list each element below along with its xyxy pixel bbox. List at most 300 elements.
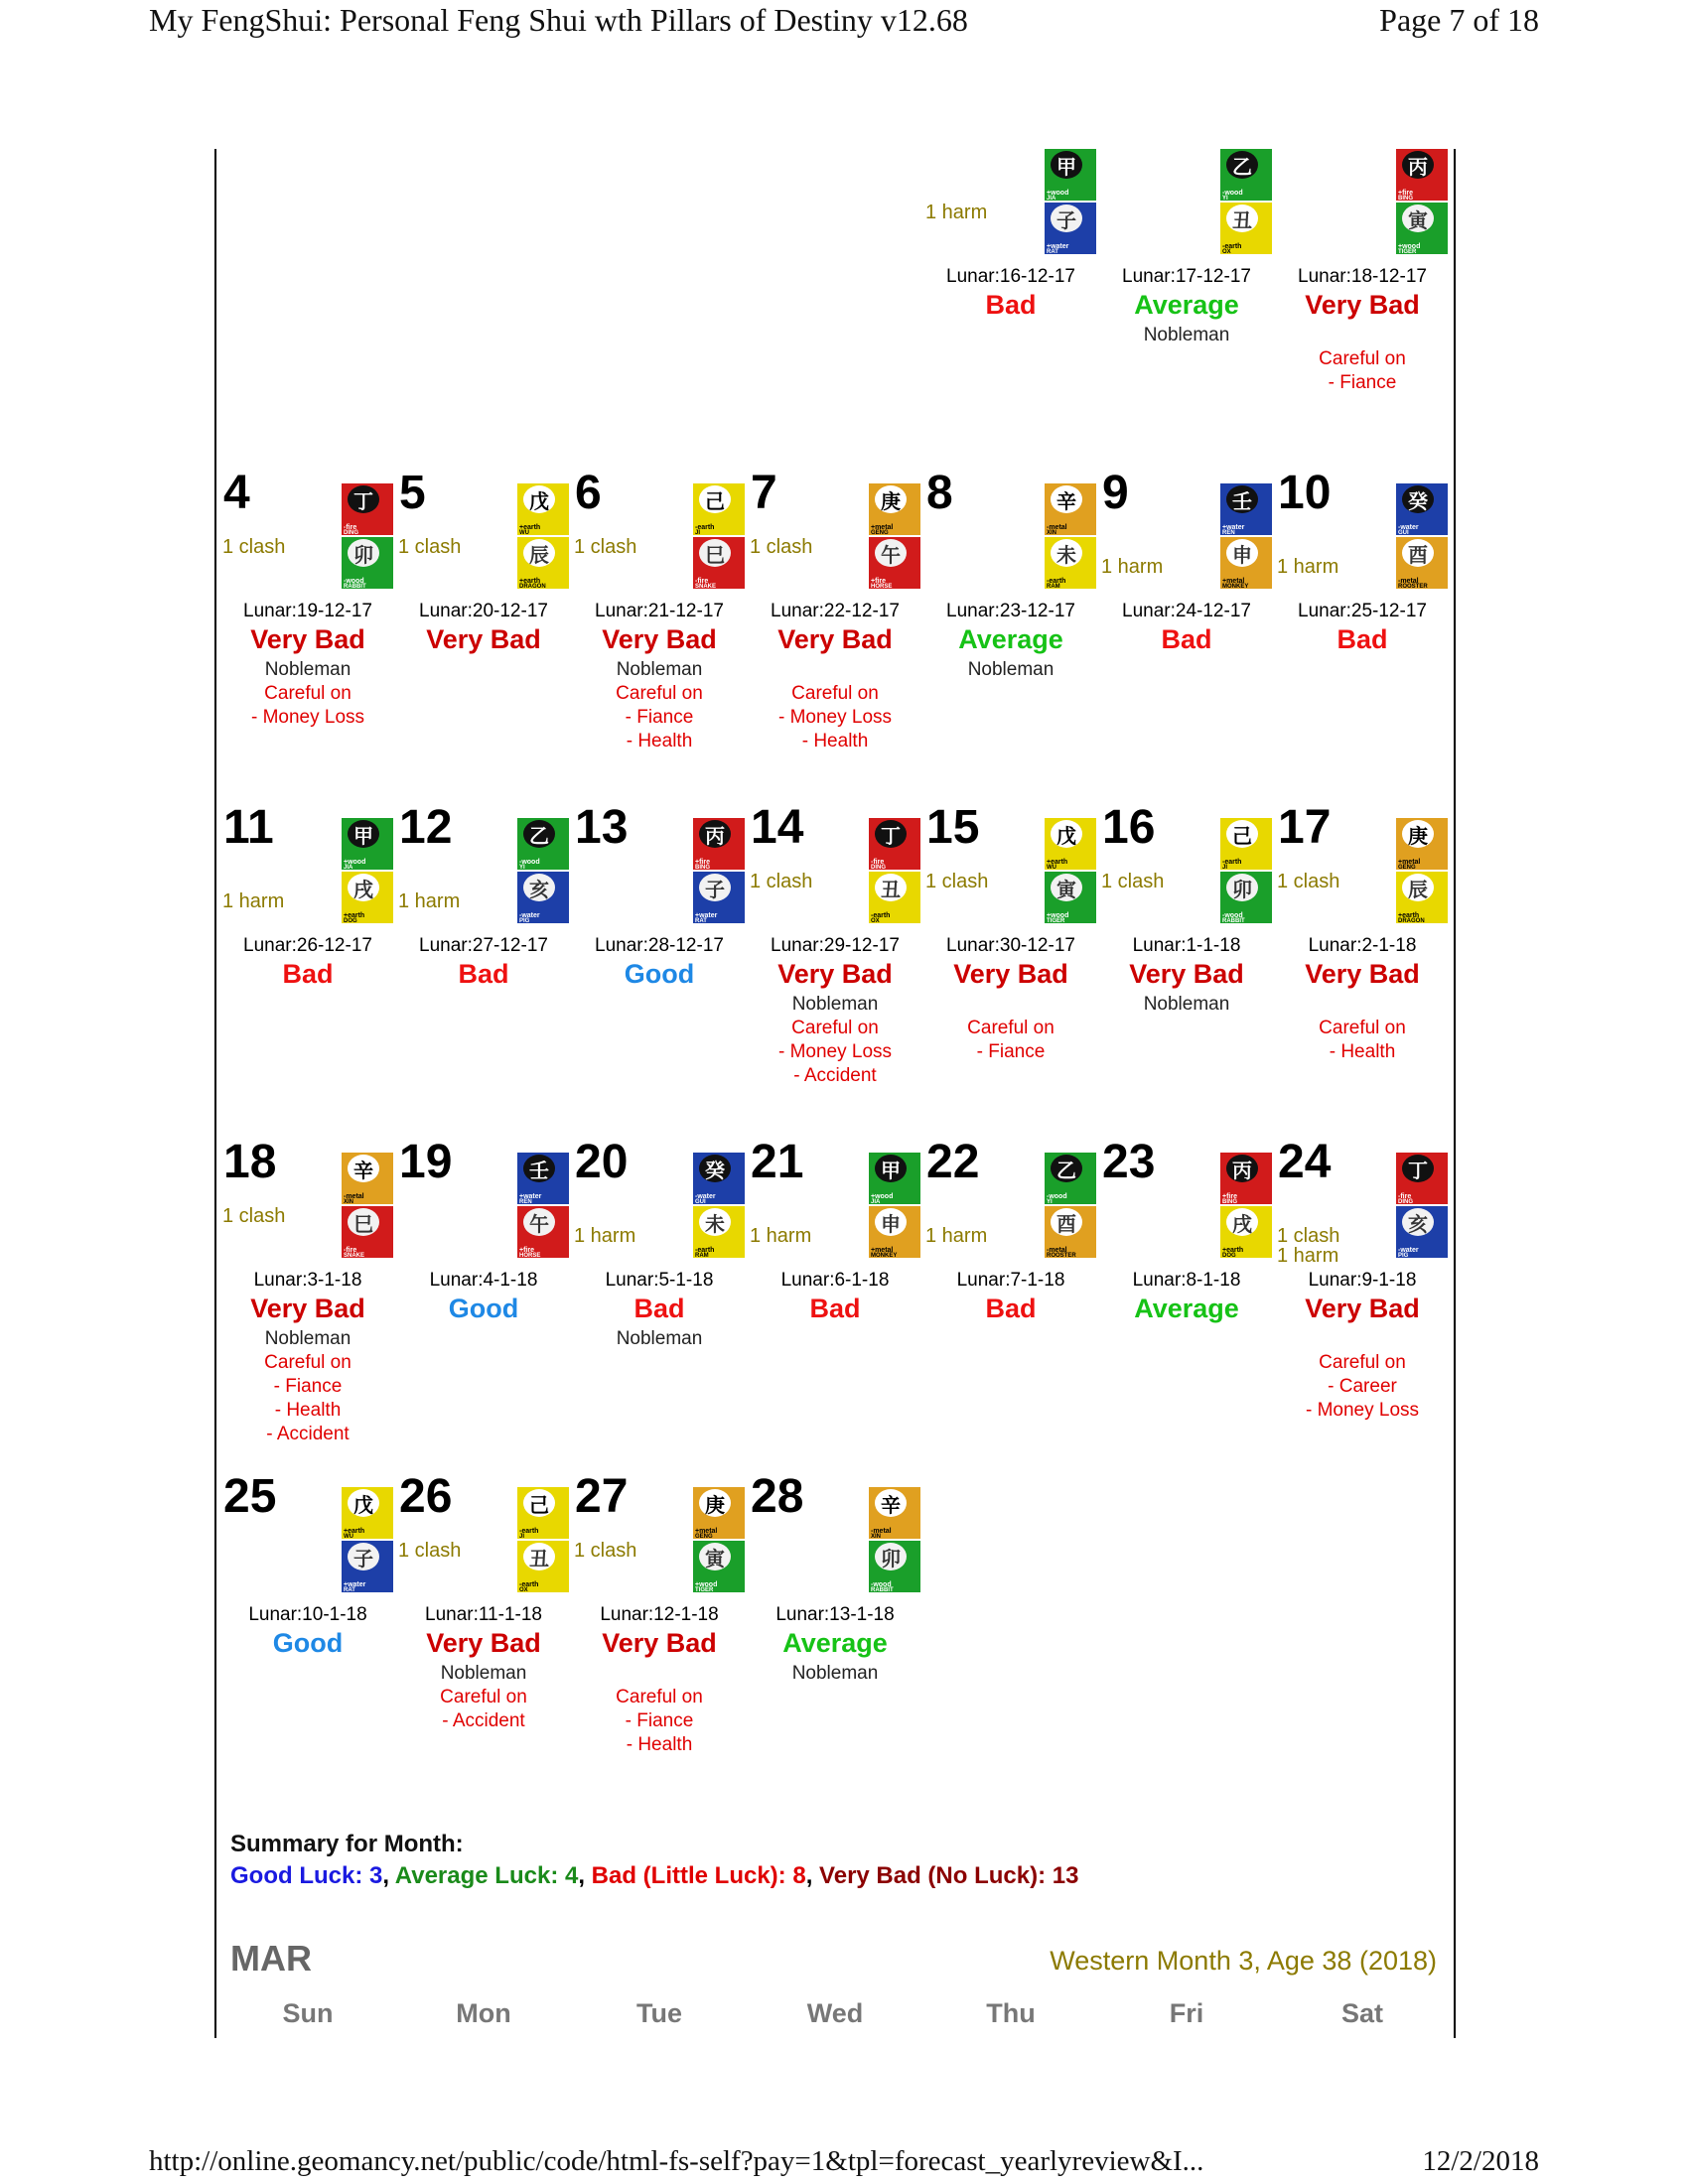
day-pillar xyxy=(869,818,920,929)
pillar-element: +fire xyxy=(1398,190,1413,197)
day-number: 15 xyxy=(926,801,980,854)
day-notes xyxy=(220,1662,395,1686)
day-pillar xyxy=(1220,1153,1272,1264)
pillar-name: YI xyxy=(1222,196,1228,202)
interaction-label: 1 harm xyxy=(1277,556,1339,578)
luck-rating: Very Bad xyxy=(1305,1294,1420,1323)
day-number: 10 xyxy=(1278,467,1332,519)
heavenly-stem-icon xyxy=(342,818,393,870)
weekday-thu: Thu xyxy=(986,1998,1036,2028)
pillar-element: +wood xyxy=(344,859,366,866)
pillar-name: SNAKE xyxy=(695,584,717,590)
pillar-glyph: 戌 xyxy=(353,877,373,901)
luck-rating: Average xyxy=(1134,290,1239,320)
calendar-day-cell xyxy=(923,801,1098,1146)
careful-note: Careful on xyxy=(264,1352,352,1373)
pillar-glyph: 庚 xyxy=(1408,823,1428,848)
pillar-element: +fire xyxy=(695,859,710,866)
stem-glyph-icon xyxy=(875,820,907,848)
luck-rating: Bad xyxy=(282,959,334,989)
weekday-sun: Sun xyxy=(282,1998,334,2028)
heavenly-stem-icon xyxy=(517,1153,569,1204)
lunar-date: Lunar:26-12-17 xyxy=(243,935,372,956)
heavenly-stem-icon xyxy=(1220,1153,1272,1204)
pillar-glyph: 乙 xyxy=(529,823,549,848)
calendar-day-cell xyxy=(748,801,922,1146)
interaction-label: 1 harm xyxy=(1277,1245,1339,1267)
page-number: Page 7 of 18 xyxy=(1379,2,1539,38)
pillar-element: -metal xyxy=(1047,524,1067,531)
day-number: 12 xyxy=(399,801,453,854)
lunar-date: Lunar:27-12-17 xyxy=(419,935,548,956)
weekday-tue: Tue xyxy=(636,1998,682,2028)
day-number: 8 xyxy=(926,467,953,519)
summary-bad: Bad (Little Luck): 8 xyxy=(591,1862,806,1889)
careful-note: - Career xyxy=(1328,1376,1397,1397)
luck-rating: Bad xyxy=(985,1294,1037,1323)
calendar-day-cell xyxy=(1099,801,1274,1146)
day-notes xyxy=(572,1327,747,1351)
interaction-label: 1 harm xyxy=(1101,556,1164,578)
day-notes xyxy=(1099,993,1274,1017)
day-pillar xyxy=(693,483,745,595)
pillar-name: DOG xyxy=(344,918,357,924)
careful-note: Careful on xyxy=(616,683,703,704)
day-pillar xyxy=(517,818,569,929)
pillar-element: +earth xyxy=(1047,859,1068,866)
pillar-glyph: 丙 xyxy=(1408,154,1428,179)
lunar-date: Lunar:22-12-17 xyxy=(771,601,900,621)
calendar-day-cell xyxy=(220,1470,395,1815)
pillar-element: -wood xyxy=(344,578,364,585)
pillar-name: YI xyxy=(519,865,525,871)
luck-rating: Average xyxy=(1134,1294,1239,1323)
lunar-date: Lunar:17-12-17 xyxy=(1122,266,1251,287)
pillar-element: -wood xyxy=(519,859,540,866)
stem-glyph-icon xyxy=(875,1489,907,1517)
interaction-label: 1 clash xyxy=(1101,871,1165,892)
pillar-glyph: 亥 xyxy=(529,877,549,901)
pillar-glyph: 申 xyxy=(881,1211,901,1236)
stem-glyph-icon xyxy=(699,485,731,513)
pillar-element: -fire xyxy=(344,524,357,531)
pillar-element: -fire xyxy=(344,1247,357,1254)
pillar-name: OX xyxy=(871,918,880,924)
pillar-element: +water xyxy=(1222,524,1245,531)
pillar-name: DRAGON xyxy=(519,584,546,590)
stem-glyph-icon xyxy=(1051,820,1082,848)
luck-rating: Bad xyxy=(985,290,1037,320)
pillar-glyph: 辰 xyxy=(1408,877,1428,901)
day-number: 19 xyxy=(399,1136,453,1188)
pillar-name: JIA xyxy=(344,865,353,871)
luck-rating: Average xyxy=(782,1628,888,1658)
pillar-glyph: 午 xyxy=(529,1211,549,1236)
day-number: 9 xyxy=(1102,467,1129,519)
pillar-element: +fire xyxy=(519,1247,534,1254)
pillar-name: GUI xyxy=(695,1199,706,1205)
pillar-name: RAM xyxy=(1047,584,1060,590)
pillar-glyph: 申 xyxy=(1232,542,1252,567)
pillar-name: SNAKE xyxy=(344,1253,365,1259)
careful-note: - Money Loss xyxy=(250,707,365,728)
day-pillar xyxy=(342,1487,393,1598)
nobleman-note xyxy=(1099,1327,1274,1351)
heavenly-stem-icon xyxy=(1220,818,1272,870)
stem-glyph-icon xyxy=(699,820,731,848)
pillar-name: ROOSTER xyxy=(1047,1253,1076,1259)
day-notes xyxy=(923,658,1098,682)
interaction-label: 1 clash xyxy=(574,1540,637,1562)
luck-rating: Very Bad xyxy=(777,624,893,654)
earthly-branch-icon xyxy=(869,1541,920,1592)
earthly-branch-icon xyxy=(869,872,920,923)
calendar-day-cell xyxy=(1275,1136,1450,1480)
careful-note: - Accident xyxy=(793,1065,877,1086)
lunar-date: Lunar:25-12-17 xyxy=(1298,601,1427,621)
pillar-element: -wood xyxy=(1047,1193,1067,1200)
pillar-name: GENG xyxy=(871,530,889,536)
day-number: 26 xyxy=(399,1470,453,1523)
calendar-day-cell xyxy=(748,1136,922,1480)
pillar-element: +water xyxy=(519,1193,542,1200)
pillar-glyph: 乙 xyxy=(1056,1158,1076,1182)
stem-glyph-icon xyxy=(348,485,379,513)
pillar-glyph: 午 xyxy=(881,542,901,567)
careful-note: Careful on xyxy=(1319,1352,1406,1373)
zodiac-animal-icon xyxy=(1051,1208,1082,1236)
pillar-name: RABBIT xyxy=(344,584,366,590)
nobleman-note: Nobleman xyxy=(791,994,879,1015)
pillar-name: ROOSTER xyxy=(1398,584,1428,590)
nobleman-note xyxy=(572,993,747,1017)
lunar-date: Lunar:11-1-18 xyxy=(425,1604,542,1625)
day-notes xyxy=(1099,658,1274,682)
lunar-date: Lunar:2-1-18 xyxy=(1308,935,1417,956)
pillar-element: -metal xyxy=(344,1193,364,1200)
pillar-name: WU xyxy=(344,1534,353,1540)
careful-note: - Money Loss xyxy=(777,1041,893,1062)
pillar-glyph: 甲 xyxy=(1056,154,1076,179)
nobleman-note xyxy=(923,993,1098,1017)
zodiac-animal-icon xyxy=(1226,874,1258,901)
pillar-name: GENG xyxy=(1398,865,1416,871)
earthly-branch-icon xyxy=(1220,1206,1272,1258)
weekday-wed: Wed xyxy=(806,1998,864,2028)
pillar-element: +metal xyxy=(1398,859,1421,866)
nobleman-note: Nobleman xyxy=(264,1328,352,1349)
day-pillar xyxy=(517,1153,569,1264)
interaction-label: 1 clash xyxy=(222,536,286,558)
pillar-name: JI xyxy=(519,1534,525,1540)
calendar-day-cell xyxy=(572,1136,747,1480)
zodiac-animal-icon xyxy=(1226,539,1258,567)
pillar-element: -earth xyxy=(519,1528,539,1535)
earthly-branch-icon xyxy=(693,1206,745,1258)
day-number: 24 xyxy=(1278,1136,1332,1188)
pillar-glyph: 卯 xyxy=(1232,877,1252,901)
pillar-name: PIG xyxy=(519,918,530,924)
stem-glyph-icon xyxy=(875,1155,907,1182)
pillar-name: GUI xyxy=(1398,530,1409,536)
earthly-branch-icon xyxy=(517,872,569,923)
heavenly-stem-icon xyxy=(342,1487,393,1539)
interaction-label: 1 clash xyxy=(398,536,462,558)
pillar-glyph: 辛 xyxy=(1056,488,1076,513)
heavenly-stem-icon xyxy=(1396,1153,1448,1204)
calendar-day-cell xyxy=(220,467,395,811)
calendar-day-cell xyxy=(748,467,922,811)
pillar-glyph: 壬 xyxy=(529,1158,549,1182)
zodiac-animal-icon xyxy=(699,1543,731,1570)
calendar-day-cell xyxy=(572,467,747,811)
heavenly-stem-icon xyxy=(1045,1153,1096,1204)
pillar-element: +metal xyxy=(1222,578,1245,585)
earthly-branch-icon xyxy=(1220,872,1272,923)
stem-glyph-icon xyxy=(1402,151,1434,179)
earthly-branch-icon xyxy=(517,1206,569,1258)
pillar-element: -earth xyxy=(695,1247,715,1254)
day-pillar xyxy=(1220,149,1272,260)
interaction-label: 1 harm xyxy=(925,1225,988,1247)
careful-note: - Health xyxy=(626,1734,693,1755)
pillar-element: +water xyxy=(344,1581,366,1588)
pillar-name: XIN xyxy=(1047,530,1057,536)
pillar-glyph: 庚 xyxy=(705,1492,725,1517)
earthly-branch-icon xyxy=(1396,872,1448,923)
zodiac-animal-icon xyxy=(1051,205,1082,232)
pillar-element: +fire xyxy=(871,578,886,585)
luck-rating: Bad xyxy=(1336,624,1388,654)
pillar-element: +earth xyxy=(1398,912,1420,919)
nobleman-note xyxy=(396,658,571,682)
pillar-element: -water xyxy=(1398,1247,1419,1254)
interaction-label: 1 clash xyxy=(750,536,813,558)
nobleman-note xyxy=(396,993,571,1017)
day-notes xyxy=(748,658,922,753)
calendar-day-cell xyxy=(923,467,1098,811)
nobleman-note: Nobleman xyxy=(264,659,352,680)
pillar-glyph: 子 xyxy=(353,1546,373,1570)
pillar-glyph: 卯 xyxy=(881,1546,901,1570)
zodiac-animal-icon xyxy=(1402,539,1434,567)
nobleman-note xyxy=(748,1327,922,1351)
careful-note: Careful on xyxy=(1319,1018,1406,1038)
summary-average: Average Luck: 4 xyxy=(394,1862,579,1889)
stem-glyph-icon xyxy=(1051,485,1082,513)
month-summary xyxy=(230,1829,1078,1892)
pillar-element: +wood xyxy=(1047,190,1069,197)
pillar-element: +wood xyxy=(1047,912,1069,919)
day-notes xyxy=(572,658,747,753)
heavenly-stem-icon xyxy=(1220,149,1272,201)
pillar-name: YI xyxy=(1047,1199,1053,1205)
heavenly-stem-icon xyxy=(869,483,920,535)
pillar-glyph: 甲 xyxy=(353,823,373,848)
pillar-element: +metal xyxy=(695,1528,718,1535)
footer-url: http://online.geomancy.net/public/code/html-fs-self?pay=1&tpl=forecast_yearlyreview&I... xyxy=(149,2145,1204,2177)
day-pillar xyxy=(869,1487,920,1598)
pillar-glyph: 庚 xyxy=(881,488,901,513)
day-number: 5 xyxy=(399,467,426,519)
nobleman-note xyxy=(1275,658,1450,682)
pillar-glyph: 己 xyxy=(529,1492,549,1517)
pillar-glyph: 辛 xyxy=(881,1492,901,1517)
zodiac-animal-icon xyxy=(1402,1208,1434,1236)
pillar-name: TIGER xyxy=(1047,918,1065,924)
stem-glyph-icon xyxy=(523,1489,555,1517)
pillar-name: WU xyxy=(1047,865,1056,871)
interaction-label: 1 harm xyxy=(574,1225,636,1247)
heavenly-stem-icon xyxy=(693,1153,745,1204)
heavenly-stem-icon xyxy=(1396,149,1448,201)
pillar-name: DING xyxy=(344,530,358,536)
calendar-day-cell xyxy=(923,1136,1098,1480)
pillar-glyph: 酉 xyxy=(1056,1211,1076,1236)
careful-note: - Fiance xyxy=(976,1041,1046,1062)
zodiac-animal-icon xyxy=(1402,205,1434,232)
nobleman-note xyxy=(1275,324,1450,347)
heavenly-stem-icon xyxy=(1045,149,1096,201)
day-number: 7 xyxy=(751,467,777,519)
pillar-glyph: 未 xyxy=(1056,542,1076,567)
pillar-glyph: 丁 xyxy=(353,488,373,513)
pillar-glyph: 壬 xyxy=(1232,488,1252,513)
day-notes xyxy=(396,658,571,682)
heavenly-stem-icon xyxy=(693,483,745,535)
pillar-element: +earth xyxy=(344,1528,365,1535)
earthly-branch-icon xyxy=(869,1206,920,1258)
careful-note: Careful on xyxy=(440,1687,527,1707)
stem-glyph-icon xyxy=(875,485,907,513)
pillar-name: OX xyxy=(1222,249,1231,255)
stem-glyph-icon xyxy=(699,1489,731,1517)
pillar-name: HORSE xyxy=(519,1253,541,1259)
careful-note: Careful on xyxy=(616,1687,703,1707)
pillar-name: MONKEY xyxy=(871,1253,898,1259)
pillar-element: +earth xyxy=(519,524,541,531)
careful-note: Careful on xyxy=(1319,348,1406,369)
nobleman-note xyxy=(396,1327,571,1351)
luck-rating: Good xyxy=(448,1294,519,1323)
zodiac-animal-icon xyxy=(875,539,907,567)
earthly-branch-icon xyxy=(1396,1206,1448,1258)
day-notes xyxy=(220,1327,395,1446)
interaction-label: 1 harm xyxy=(750,1225,812,1247)
pillar-element: -earth xyxy=(519,1581,539,1588)
day-number: 27 xyxy=(575,1470,629,1523)
pillar-glyph: 寅 xyxy=(1056,877,1076,901)
stem-glyph-icon xyxy=(1051,1155,1082,1182)
day-pillar xyxy=(1045,1153,1096,1264)
pillar-glyph: 子 xyxy=(705,877,725,901)
day-number: 4 xyxy=(223,467,250,519)
day-notes xyxy=(1275,324,1450,395)
day-notes xyxy=(1099,324,1274,347)
calendar-day-cell xyxy=(572,801,747,1146)
pillar-glyph: 丙 xyxy=(1232,1158,1252,1182)
stem-glyph-icon xyxy=(523,1155,555,1182)
stem-glyph-icon xyxy=(348,1155,379,1182)
lunar-date: Lunar:9-1-18 xyxy=(1308,1270,1417,1291)
luck-rating: Very Bad xyxy=(250,1294,365,1323)
pillar-glyph: 癸 xyxy=(1408,488,1428,513)
heavenly-stem-icon xyxy=(869,1153,920,1204)
earthly-branch-icon xyxy=(342,872,393,923)
interaction-label: 1 clash xyxy=(1277,1225,1340,1247)
interaction-label: 1 clash xyxy=(1277,871,1340,892)
zodiac-animal-icon xyxy=(348,874,379,901)
day-notes xyxy=(1275,993,1450,1064)
nobleman-note xyxy=(1099,658,1274,682)
pillar-glyph: 戊 xyxy=(353,1492,373,1517)
calendar-day-cell xyxy=(220,801,395,1146)
summary-separator: , xyxy=(382,1862,395,1889)
pillar-glyph: 丑 xyxy=(881,877,901,901)
interaction-label: 1 harm xyxy=(925,202,988,223)
calendar-day-cell xyxy=(748,1470,922,1815)
calendar-day-cell xyxy=(220,1136,395,1480)
pillar-name: JI xyxy=(695,530,701,536)
earthly-branch-icon xyxy=(1396,203,1448,254)
zodiac-animal-icon xyxy=(348,539,379,567)
luck-rating: Bad xyxy=(809,1294,861,1323)
pillar-glyph: 己 xyxy=(705,488,725,513)
luck-rating: Very Bad xyxy=(602,624,717,654)
pillar-name: RABBIT xyxy=(1222,918,1245,924)
luck-rating: Bad xyxy=(1161,624,1212,654)
earthly-branch-icon xyxy=(342,1541,393,1592)
zodiac-animal-icon xyxy=(348,1208,379,1236)
day-number: 17 xyxy=(1278,801,1332,854)
pillar-element: -wood xyxy=(1222,190,1243,197)
summary-counts xyxy=(230,1860,1078,1892)
zodiac-animal-icon xyxy=(875,1543,907,1570)
pillar-name: RAT xyxy=(1047,249,1058,255)
earthly-branch-icon xyxy=(1045,872,1096,923)
pillar-glyph: 乙 xyxy=(1232,154,1252,179)
calendar-right-border xyxy=(1454,149,1456,2038)
interaction-label: 1 harm xyxy=(222,890,285,912)
stem-glyph-icon xyxy=(348,1489,379,1517)
lunar-date: Lunar:28-12-17 xyxy=(595,935,724,956)
pillar-element: +water xyxy=(695,912,718,919)
pillar-glyph: 寅 xyxy=(1408,207,1428,232)
zodiac-animal-icon xyxy=(1226,1208,1258,1236)
day-pillar xyxy=(1045,818,1096,929)
pillar-name: DING xyxy=(871,865,886,871)
careful-note: Careful on xyxy=(264,683,352,704)
weekday-fri: Fri xyxy=(1169,1998,1204,2028)
stem-glyph-icon xyxy=(1402,1155,1434,1182)
nobleman-note: Nobleman xyxy=(440,1663,527,1684)
calendar-day-cell xyxy=(396,1470,571,1815)
earthly-branch-icon xyxy=(1220,537,1272,589)
pillar-glyph: 甲 xyxy=(881,1158,901,1182)
interaction-label: 1 clash xyxy=(574,536,637,558)
pillar-name: GENG xyxy=(695,1534,713,1540)
heavenly-stem-icon xyxy=(517,1487,569,1539)
luck-rating: Very Bad xyxy=(1305,290,1420,320)
day-pillar xyxy=(1396,818,1448,929)
heavenly-stem-icon xyxy=(869,1487,920,1539)
calendar-day-cell xyxy=(572,1470,747,1815)
day-number: 14 xyxy=(751,801,804,854)
pillar-element: +wood xyxy=(1398,243,1421,250)
calendar-day-cell xyxy=(396,467,571,811)
pillar-element: -earth xyxy=(695,524,715,531)
lunar-date: Lunar:10-1-18 xyxy=(248,1604,367,1625)
